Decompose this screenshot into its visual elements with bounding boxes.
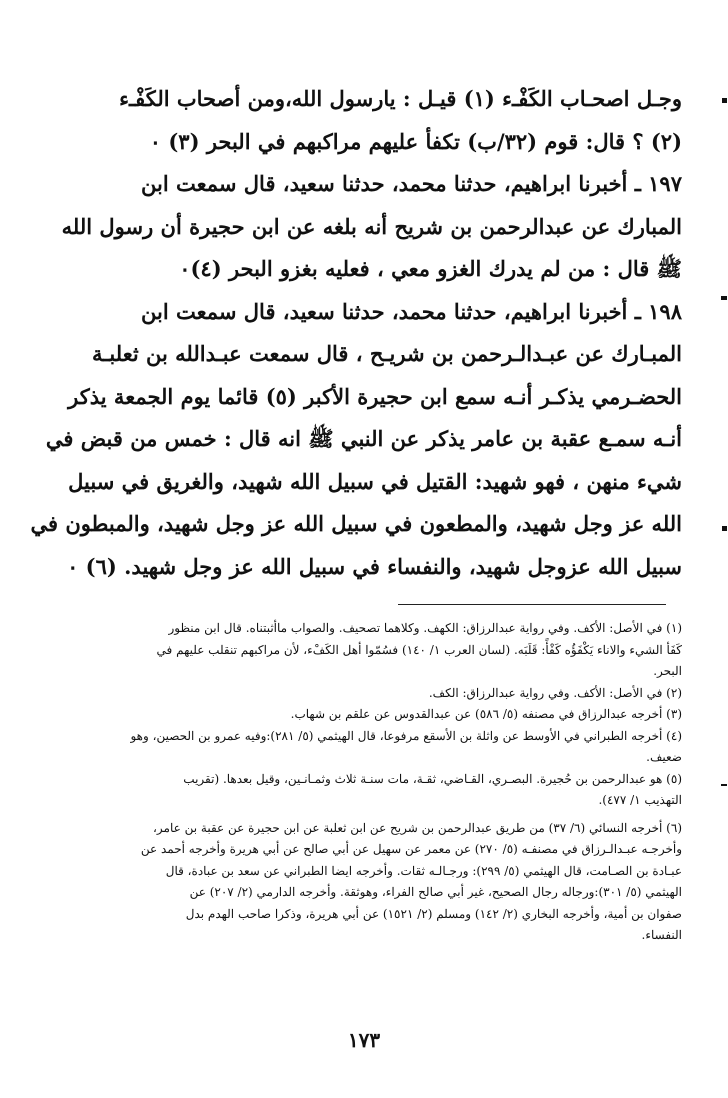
footnote-divider [398,604,666,605]
footnote-line: (٣) أخرجه عبدالرزاق في مصنفه (٥/ ٥٨٦) عن عبدالقدوس عن علقم بن شهاب. [290,707,682,721]
text-line: ١٩٨ ـ أخبرنا ابراهيم، حدثنا محمد، حدثنا سعيد، قال سمعت ابن [141,298,682,324]
footnote-line: (٥) هو عبدالرحمن بن حُجيرة. البصـري، القـاضي، ثقـة، مات سنـة ثلاث وثمـانـين، وقيل بعدها. (تقريب [183,771,682,786]
scan-mark [722,526,727,531]
text-line: المبـارك عن عبـدالـرحمن بن شريـح ، قال سمعت عبـدالله بن ثعلبـة [92,341,682,366]
footnote [112,818,682,947]
text-line: المبارك عن عبدالرحمن بن شريح أنه بلغه عن ابن حجيرة أن رسول الله [61,213,682,239]
text-line: سبيل الله عزوجل شهيد، والنفساء في سبيل الله عز وجل شهيد. (٦) ٠ [67,553,682,579]
scan-mark [721,296,727,300]
text-line: وجـل اصحـاب الكَفْـء (١) قيـل : يارسول الله،ومن أصحاب الكَفْـء [119,86,682,111]
footnote-line: النفساء. [641,928,682,942]
text-line: أنـه سمـع عقبة بن عامر يذكر عن النبي ﷺ انه قال : خمس من قبض في [45,426,682,451]
footnote-line: كَفَأ الشيء والاناء يَكْفَؤُه كَفْأً: قَلَبَه. (لسان العرب ١/ ١٤٠) فسُمّوا أهل الكَفْء، لأن مراكبهم تنقلب عليهم في [156,642,682,657]
footnotes [112,618,682,947]
footnote-line: التهذيب ١/ ٤٧٧). [598,793,682,807]
footnote-line: (١) في الأصل: الأكف. وفي رواية عبدالرزاق: الكهف. وكلاهما تصحيف. والصواب ماأثبتناه. قال ابن منظور [168,621,682,635]
footnote-line: وأخرجـه عبـدالـرزاق في مصنفـه (٥/ ٢٧٠) عن معمر عن سهيل عن أبي صالح عن أبي هريرة وأخرجه أحمد عن [140,842,682,856]
footnote [112,683,682,705]
footnote-line: (٤) أخرجه الطبراني في الأوسط عن واثلة بن الأسقع مرفوعا، قال الهيثمي (٥/ ٢٨١):وفيه عمرو بن الحصين، وهو [130,728,682,743]
footnote-line: البحر. [653,664,682,678]
page-number: ١٧٣ [347,1028,381,1052]
main-text [30,78,682,588]
scan-mark [722,98,727,103]
text-line: (٢) ؟ قال: قوم (٣٢/ب) تكفأ عليهم مراكبهم في البحر (٣) ٠ [149,128,682,154]
text-line: شيء منهن ، فهو شهيد: القتيل في سبيل الله شهيد، والغريق في سبيل [68,468,682,494]
footnote-line: ضعيف. [646,750,682,764]
text-line: الله عز وجل شهيد، والمطعون في سبيل الله عز وجل شهيد، والمبطون في [30,511,682,536]
footnote-line: الهيثمي (٥/ ٣٠١):ورجاله رجال الصحيح، غير أبي صالح الفراء، وهوثقة. وأخرجه الدارمي (٢/ ٢٠٧) عن [189,885,682,899]
footnote [112,704,682,726]
footnote [112,769,682,812]
footnote [112,726,682,769]
footnote-line: (٦) أخرجه النسائي (٦/ ٣٧) من طريق عبدالرحمن بن شريح عن ابن ثعلبة عن ابن حجيرة عن عقبة بن عامر، [153,820,682,835]
footnote-line: صفوان بن أمية، وأخرجه البخاري (٢/ ١٤٢) ومسلم (٢/ ١٥٢١) عن أبي هريرة، وذكرا صاحب الهدم بدل [185,906,682,921]
text-line: ١٩٧ ـ أخبرنا ابراهيم، حدثنا محمد، حدثنا سعيد، قال سمعت ابن [141,171,682,196]
text-line: ﷺ قال : من لم يدرك الغزو معي ، فعليه بغزو البحر (٤)٠ [179,256,682,281]
footnote-line: (٢) في الأصل: الأكف. وفي رواية عبدالرزاق: الكف. [428,685,682,700]
footnote [112,618,682,683]
footnote-line: عبـادة بن الصـامت، قال الهيثمي (٥/ ٢٩٩): ورجـالـه ثقات. وأخرجه ايضا الطبراني عن سعد بن عبادة، قال [165,863,682,878]
scan-mark [721,784,727,786]
text-line: الحضـرمي يذكـر أنـه سمع ابن حجيرة الأكبر (٥) قائما يوم الجمعة يذكر [68,383,682,409]
